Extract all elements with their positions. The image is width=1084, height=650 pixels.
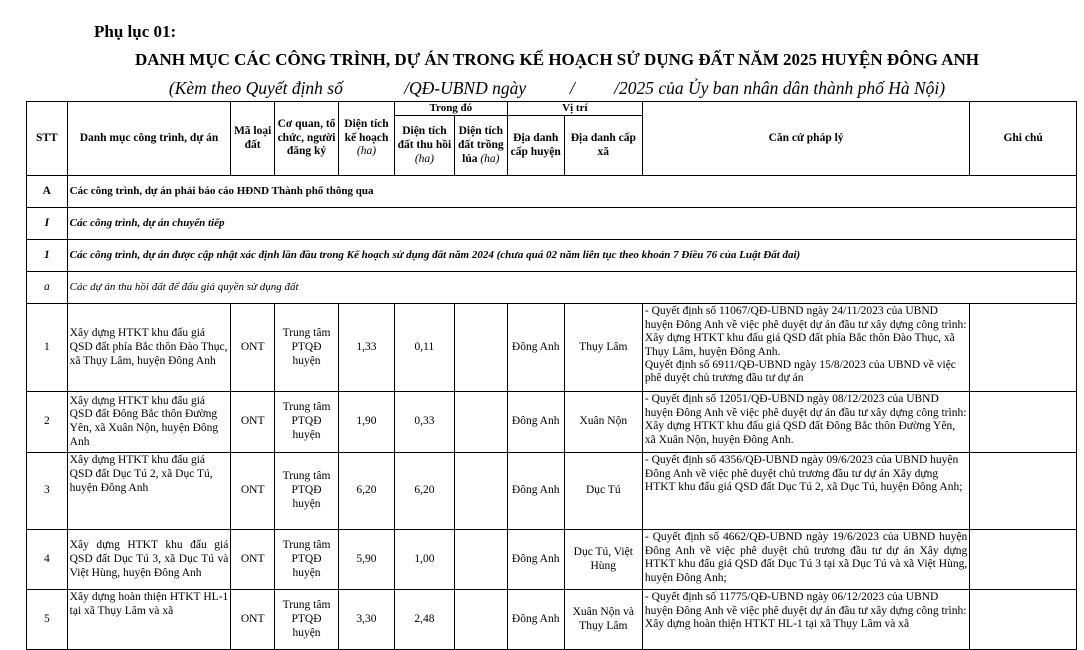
cell-area-rice (454, 304, 507, 392)
header-group-of-which: Trong đó (394, 102, 507, 116)
header-area-recovered-label: Diện tích đất thu hồi (397, 124, 452, 151)
header-area-plan-unit: (ha) (356, 145, 377, 158)
header-area-plan (339, 102, 395, 176)
appendix-label: Phụ lục 01: (94, 22, 177, 41)
legal-line: - Quyết định số 11775/QĐ-UBND ngày 06/12/2023 của UBND huyện Đông Anh về việc phê duyệt dự án đầu tư xây dựng công trình: Xây dựng hoàn thiện HTKT HL-1 tại xã Thụy Lâm và xã (644, 591, 967, 631)
cell-area-plan: 5,90 (339, 530, 395, 590)
cell-area-rice (454, 392, 507, 453)
header-area-recovered-unit: (ha) (414, 152, 434, 165)
legal-line: Đông Anh về việc phê duyệt chủ trương đầu tư dự án Xây dựng HTKT khu đấu giá QSD đất Dục Tú 2, xã Dục Tú, huyện Đông Anh; (644, 467, 963, 494)
cell-land-code: ONT (231, 530, 275, 590)
cell-district: Đông Anh (507, 590, 564, 650)
table-row (27, 453, 1077, 530)
cell-project-name: Xây dựng HTKT khu đấu giá QSD đất phía Bắc thôn Đào Thục, xã Thụy Lâm, huyện Đông Anh (67, 304, 231, 392)
cell-area-recovered: 0,11 (394, 304, 454, 392)
document-subtitle: (Kèm theo Quyết định số /QĐ-UBND ngày / /2025 của Ủy ban nhân dân thành phố Hà Nội) (168, 78, 946, 98)
cell-agency: Trung tâm PTQĐ huyện (275, 304, 339, 392)
cell-area-plan: 1,33 (339, 304, 395, 392)
section-stt: I (27, 208, 68, 240)
cell-commune: Dục Tú (564, 453, 642, 530)
cell-project-name: Xây dựng HTKT khu đấu giá QSD đất Dục Tú 2, xã Dục Tú, huyện Đông Anh (67, 453, 231, 530)
cell-area-recovered: 1,00 (394, 530, 454, 590)
cell-legal-basis (642, 590, 969, 650)
cell-agency: Trung tâm PTQĐ huyện (275, 453, 339, 530)
table-row (27, 304, 1077, 392)
cell-district: Đông Anh (507, 304, 564, 392)
cell-area-plan: 1,90 (339, 392, 395, 453)
table-row (27, 590, 1077, 650)
header-group-location: Vị trí (507, 102, 642, 116)
cell-note (970, 590, 1077, 650)
section-label: Các công trình, dự án chuyển tiếp (67, 208, 1076, 240)
cell-note (970, 304, 1077, 392)
cell-land-code: ONT (231, 590, 275, 650)
header-stt: STT (27, 102, 68, 176)
cell-area-plan: 6,20 (339, 453, 395, 530)
section-row-A (27, 176, 1077, 208)
header-area-rice-label: Diện tích đất trồng lúa (457, 124, 504, 165)
cell-legal-basis (642, 304, 969, 392)
cell-note (970, 392, 1077, 453)
document-title: DANH MỤC CÁC CÔNG TRÌNH, DỰ ÁN TRONG KẾ HOẠCH SỬ DỤNG ĐẤT NĂM 2025 HUYỆN ĐÔNG ANH (134, 50, 980, 69)
header-area-rice (454, 116, 507, 176)
header-agency: Cơ quan, tổ chức, người đăng ký (275, 102, 339, 176)
cell-agency: Trung tâm PTQĐ huyện (275, 392, 339, 453)
legal-line: - Quyết định số 12051/QĐ-UBND ngày 08/12/2023 của UBND huyện Đông Anh về việc phê duyệt dự án đầu tư xây dựng công trình: Xây dựng HTKT khu đấu giá QSD đất Đông Bắc thôn Đường Yên, xã Xuân Nộn, huyện Đông Anh. (644, 393, 967, 446)
section-stt: 1 (27, 240, 68, 272)
cell-area-recovered: 2,48 (394, 590, 454, 650)
cell-note (970, 530, 1077, 590)
cell-stt: 3 (27, 453, 68, 530)
table-row (27, 530, 1077, 590)
legal-line: - Quyết định số 4356/QĐ-UBND ngày 09/6/2023 của UBND huyện (644, 454, 959, 467)
cell-area-rice (454, 453, 507, 530)
cell-stt: 5 (27, 590, 68, 650)
cell-agency: Trung tâm PTQĐ huyện (275, 530, 339, 590)
cell-land-code: ONT (231, 304, 275, 392)
cell-district: Đông Anh (507, 453, 564, 530)
cell-district: Đông Anh (507, 392, 564, 453)
cell-land-code: ONT (231, 453, 275, 530)
cell-agency: Trung tâm PTQĐ huyện (275, 590, 339, 650)
cell-area-plan: 3,30 (339, 590, 395, 650)
legal-line: - Quyết định số 4662/QĐ-UBND ngày 19/6/2023 của UBND huyện Đông Anh về việc phê duyệt chủ trương đầu tư dự án Xây dựng HTKT khu đấu giá QSD đất Dục Tú 3 tại xã Dục Tú và xã Việt Hùng, huyện Đông Anh; (644, 531, 968, 584)
header-land-code: Mã loại đất (231, 102, 275, 176)
section-stt: A (27, 176, 68, 208)
project-table (26, 101, 1077, 650)
cell-project-name: Xây dựng HTKT khu đấu giá QSD đất Dục Tú 3, xã Dục Tú và Việt Hùng, huyện Đông Anh (67, 530, 231, 590)
cell-land-code: ONT (231, 392, 275, 453)
cell-district: Đông Anh (507, 530, 564, 590)
cell-area-rice (454, 530, 507, 590)
cell-legal-basis (642, 392, 969, 453)
table-row (27, 392, 1077, 453)
header-legal-basis: Căn cứ pháp lý (642, 102, 969, 176)
cell-area-recovered: 6,20 (394, 453, 454, 530)
legal-line: - Quyết định số 11067/QĐ-UBND ngày 24/11/2023 của UBND huyện Đông Anh về việc phê duyệt dự án đầu tư xây dựng công trình: Xây dựng HTKT khu đấu giá QSD đất phía Bắc thôn Đào Thục, xã Thụy Lâm, huyện Đông Anh. (644, 305, 967, 358)
header-area-plan-label: Diện tích kế hoạch (344, 117, 389, 144)
cell-stt: 1 (27, 304, 68, 392)
cell-stt: 2 (27, 392, 68, 453)
header-note: Ghi chú (970, 102, 1077, 176)
section-label: Các công trình, dự án được cập nhật xác định lần đầu trong Kế hoạch sử dụng đất năm 2024 (chưa quá 02 năm liên tục theo khoản 7 Điều 76 của Luật Đất đai) (67, 240, 1076, 272)
cell-note (970, 453, 1077, 530)
cell-legal-basis (642, 453, 969, 530)
section-label: Các công trình, dự án phải báo cáo HĐND Thành phố thông qua (67, 176, 1076, 208)
cell-legal-basis (642, 530, 969, 590)
section-row-1 (27, 240, 1077, 272)
section-row-a (27, 272, 1077, 304)
cell-area-rice (454, 590, 507, 650)
section-label: Các dự án thu hồi đất để đấu giá quyền sử dụng đất (67, 272, 1076, 304)
cell-area-recovered: 0,33 (394, 392, 454, 453)
header-project-name: Danh mục công trình, dự án (67, 102, 231, 176)
cell-commune: Xuân Nộn và Thụy Lâm (564, 590, 642, 650)
section-row-I (27, 208, 1077, 240)
header-district: Địa danh cấp huyện (507, 116, 564, 176)
cell-stt: 4 (27, 530, 68, 590)
header-commune: Địa danh cấp xã (564, 116, 642, 176)
header-area-rice-unit: (ha) (480, 152, 500, 165)
section-stt: a (27, 272, 68, 304)
cell-commune: Thụy Lâm (564, 304, 642, 392)
header-area-recovered (394, 116, 454, 176)
cell-commune: Xuân Nộn (564, 392, 642, 453)
cell-project-name: Xây dựng hoàn thiện HTKT HL-1 tại xã Thụy Lâm và xã (67, 590, 231, 650)
cell-commune: Dục Tú, Việt Hùng (564, 530, 642, 590)
legal-line: Quyết định số 6911/QĐ-UBND ngày 15/8/2023 của UBND về việc phê duyệt chủ trương đầu tư dự án (644, 359, 956, 385)
cell-project-name: Xây dựng HTKT khu đấu giá QSD đất Đông Bắc thôn Đường Yên, xã Xuân Nộn, huyện Đông Anh (67, 392, 231, 453)
